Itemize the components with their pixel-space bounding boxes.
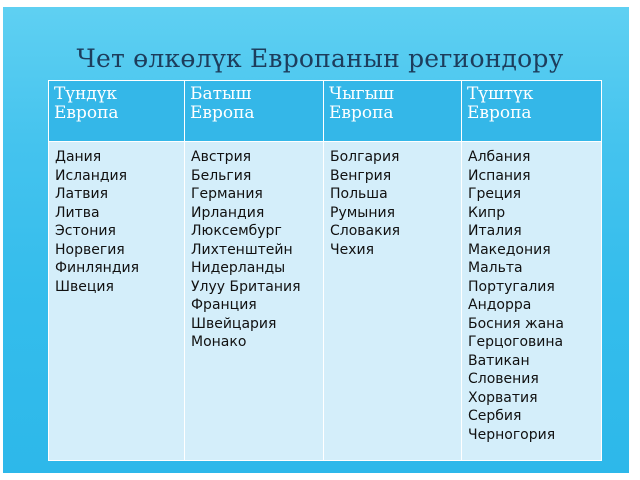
country-name: Финляндия — [55, 260, 140, 276]
header-east-europe — [324, 81, 462, 142]
country-name: Болгария — [330, 149, 400, 165]
header-line: Европа — [329, 103, 394, 123]
country-name: Хорватия — [468, 389, 538, 406]
country-name: Португалия — [468, 278, 555, 295]
country-name: Сербия — [468, 408, 522, 424]
country-name: Улуу Британия — [191, 278, 301, 295]
country-name: Швеция — [55, 278, 114, 295]
country-name: Черногория — [468, 426, 556, 443]
country-name: Румыния — [330, 204, 396, 221]
country-name: Словакия — [330, 223, 401, 239]
country-name: Исландия — [55, 167, 128, 184]
country-name: Андорра — [468, 297, 532, 313]
country-name: Эстония — [55, 223, 116, 239]
country-name: Монако — [191, 334, 247, 350]
header-south-europe — [462, 81, 602, 142]
slide-title: Чет өлкөлүк Европанын региондору — [76, 44, 564, 73]
country-name: Словения — [468, 371, 539, 387]
north-europe-countries — [49, 142, 185, 461]
country-name: Италия — [468, 223, 522, 239]
country-name: Албания — [468, 149, 531, 165]
header-row — [49, 81, 602, 142]
country-name: Греция — [468, 186, 522, 202]
country-name: Люксембург — [191, 223, 282, 239]
header-line: Европа — [54, 103, 119, 123]
header-line: Батыш — [190, 84, 252, 104]
country-name: Кипр — [468, 204, 506, 221]
country-name: Чехия — [330, 241, 375, 258]
country-name: Нидерланды — [191, 260, 286, 276]
country-name: Латвия — [55, 186, 109, 202]
country-name: Австрия — [191, 149, 252, 165]
regions-table — [48, 80, 602, 461]
header-line: Түндүк — [54, 84, 117, 104]
country-name: Герцоговина — [468, 334, 564, 350]
countries-row — [49, 142, 602, 461]
west-europe-countries — [185, 142, 324, 461]
header-west-europe — [185, 81, 324, 142]
country-name: Литва — [55, 204, 100, 221]
country-name: Норвегия — [55, 241, 125, 258]
country-name: Македония — [468, 241, 551, 258]
header-line: Европа — [467, 103, 532, 123]
country-name: Венгрия — [330, 167, 392, 184]
east-europe-countries — [324, 142, 462, 461]
country-name: Бельгия — [191, 167, 252, 184]
country-name: Ватикан — [468, 352, 530, 369]
country-name: Ирландия — [191, 204, 265, 221]
south-europe-countries — [462, 142, 602, 461]
country-name: Дания — [55, 149, 102, 165]
country-name: Швейцария — [191, 315, 277, 332]
country-name: Германия — [191, 186, 263, 202]
header-north-europe — [49, 81, 185, 142]
country-name: Босния жана — [468, 315, 564, 332]
country-name: Мальта — [468, 260, 523, 276]
header-line: Түштүк — [467, 84, 534, 104]
country-name: Лихтенштейн — [191, 241, 293, 258]
country-name: Испания — [468, 167, 531, 184]
header-line: Чыгыш — [329, 84, 394, 104]
header-line: Европа — [190, 103, 255, 123]
country-name: Франция — [191, 297, 257, 313]
country-name: Польша — [330, 186, 388, 202]
